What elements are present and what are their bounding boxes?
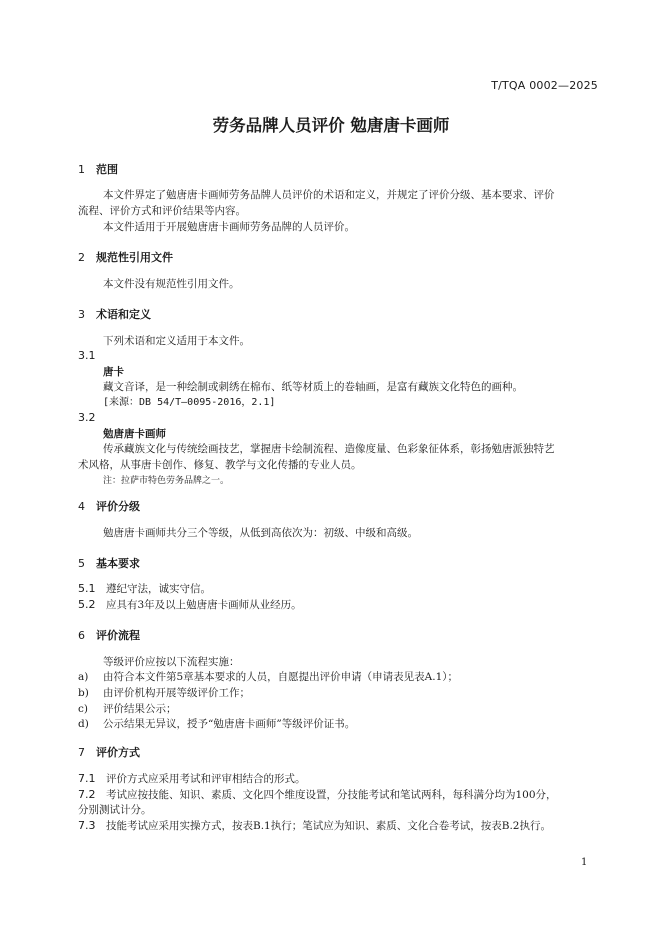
term-3-2-note: 注：拉萨市特色劳务品牌之一。 xyxy=(103,476,230,486)
section-number: 6 xyxy=(78,629,85,642)
clause-5-2 xyxy=(78,597,302,613)
term-3-1-name: 唐卡 xyxy=(103,366,124,378)
term-3-2-name: 勉唐唐卡画师 xyxy=(103,428,166,440)
section-7-heading xyxy=(78,744,140,760)
section-title: 评价分级 xyxy=(96,500,140,513)
list-item-text: 公示结果无异议，授予“勉唐唐卡画师”等级评价证书。 xyxy=(103,718,356,730)
section-number: 1 xyxy=(78,163,85,176)
section-number: 3 xyxy=(78,308,85,321)
clause-text: 评价方式应采用考试和评审相结合的形式。 xyxy=(106,773,306,785)
section-6-intro: 等级评价应按以下流程实施： xyxy=(103,656,240,668)
term-3-1-source: [来源：DB 54/T—0095-2016，2.1] xyxy=(103,397,276,408)
list-item-text: 评价结果公示； xyxy=(103,703,177,715)
clause-7-3 xyxy=(78,818,551,834)
section-title: 评价流程 xyxy=(96,629,140,642)
section-title: 范围 xyxy=(96,163,118,176)
clause-number: 7.3 xyxy=(78,819,96,832)
page-number: 1 xyxy=(581,857,588,868)
standard-code: T/TQA 0002—2025 xyxy=(491,79,598,92)
section-1-paragraph-1-line-1: 本文件界定了勉唐唐卡画师劳务品牌人员评价的术语和定义，并规定了评价分级、基本要求、评价 xyxy=(103,189,555,201)
clause-number: 7.2 xyxy=(78,788,96,801)
list-item xyxy=(78,701,177,717)
section-title: 基本要求 xyxy=(96,557,140,570)
list-item xyxy=(78,669,458,685)
clause-text: 应具有3年及以上勉唐唐卡画师从业经历。 xyxy=(106,599,302,611)
clause-number: 5.2 xyxy=(78,598,96,611)
document-title: 劳务品牌人员评价 勉唐唐卡画师 xyxy=(212,116,450,135)
clause-7-1 xyxy=(78,771,306,787)
section-4-heading xyxy=(78,498,140,514)
list-marker: c) xyxy=(78,703,88,715)
section-1-paragraph-1-line-2: 流程、评价方式和评价结果等内容。 xyxy=(78,205,246,217)
section-4-paragraph-1: 勉唐唐卡画师共分三个等级，从低到高依次为：初级、中级和高级。 xyxy=(103,527,418,539)
list-item xyxy=(78,716,355,732)
clause-7-2-line-1 xyxy=(78,787,557,803)
list-marker: a) xyxy=(78,671,89,683)
section-3-heading xyxy=(78,306,151,322)
section-2-heading xyxy=(78,249,173,265)
clause-7-2-line-2: 分别测试计分。 xyxy=(78,804,152,816)
list-marker: b) xyxy=(78,687,89,699)
section-5-heading xyxy=(78,555,140,571)
list-item-text: 由符合本文件第5章基本要求的人员，自愿提出评价申请（申请表见表A.1）； xyxy=(103,671,459,683)
section-6-heading xyxy=(78,627,140,643)
section-number: 7 xyxy=(78,746,85,759)
clause-number: 5.1 xyxy=(78,582,96,595)
term-3-1-definition: 藏文音译，是一种绘制或刺绣在棉布、纸等材质上的卷轴画，是富有藏族文化特色的画种。 xyxy=(103,381,523,393)
term-3-2-number: 3.2 xyxy=(78,411,96,424)
clause-text: 考试应按技能、知识、素质、文化四个维度设置，分技能考试和笔试两科，每科满分均为100分， xyxy=(106,789,557,801)
section-number: 2 xyxy=(78,251,85,264)
section-1-paragraph-2: 本文件适用于开展勉唐唐卡画师劳务品牌的人员评价。 xyxy=(103,221,355,233)
clause-text: 遵纪守法，诚实守信。 xyxy=(106,583,211,595)
section-title: 术语和定义 xyxy=(96,308,151,321)
section-2-paragraph-1: 本文件没有规范性引用文件。 xyxy=(103,278,240,290)
clause-5-1 xyxy=(78,581,211,597)
list-item xyxy=(78,685,250,701)
section-title: 评价方式 xyxy=(96,746,140,759)
term-3-2-definition-line-1: 传承藏族文化与传统绘画技艺，掌握唐卡绘制流程、造像度量、色彩象征体系，彰扬勉唐派独特艺 xyxy=(103,443,555,455)
section-number: 4 xyxy=(78,500,85,513)
term-3-2-definition-line-2: 术风格，从事唐卡创作、修复、教学与文化传播的专业人员。 xyxy=(78,459,362,471)
section-number: 5 xyxy=(78,557,85,570)
section-1-heading xyxy=(78,161,118,177)
list-item-text: 由评价机构开展等级评价工作； xyxy=(103,687,250,699)
section-title: 规范性引用文件 xyxy=(96,251,173,264)
clause-number: 7.1 xyxy=(78,772,96,785)
clause-text: 技能考试应采用实操方式，按表B.1执行；笔试应为知识、素质、文化合卷考试，按表B.2执行。 xyxy=(106,820,551,832)
term-3-1-number: 3.1 xyxy=(78,349,96,362)
list-marker: d) xyxy=(78,718,89,730)
section-3-intro: 下列术语和定义适用于本文件。 xyxy=(103,335,250,347)
